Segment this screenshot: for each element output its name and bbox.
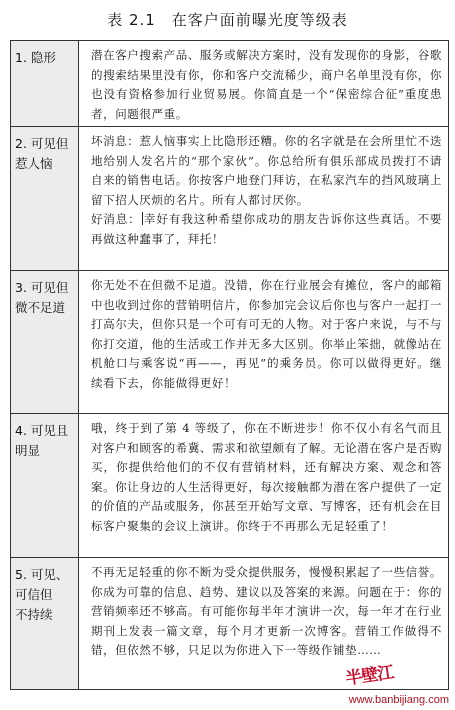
table-row bbox=[11, 413, 448, 557]
level-label-line: 5. 可见、 bbox=[15, 567, 69, 582]
level-label bbox=[11, 271, 79, 413]
level-description bbox=[79, 127, 448, 270]
level-label-line: 2. 可见但 bbox=[15, 136, 69, 151]
level-label bbox=[11, 41, 79, 126]
level-label bbox=[11, 127, 79, 270]
level-label-line: 惹人恼 bbox=[15, 156, 53, 171]
level-label-line: 4. 可见且 bbox=[15, 423, 69, 438]
level-label-line: 明显 bbox=[15, 443, 41, 458]
level-description bbox=[79, 414, 448, 557]
description-paragraph: 潜在客户搜索产品、服务或解决方案时，没有发现你的身影，谷歌的搜索结果里没有你，你和客户交流稀少，商户名单里没有你，你也没有资格参加行业贸易展。你简直是一个“保密综合征”重度患者，问题很严重。 bbox=[91, 48, 442, 121]
watermark-url: www.banbijiang.com bbox=[348, 694, 449, 706]
description-paragraph: 不再无足轻重的你不断为受众提供服务，慢慢积累起了一些信誉。你成为可靠的信息、趋势、建议以及答案的来源。问题在于：你的营销频率还不够高。有可能你每半年才演讲一次，每一年才在行业期刊上发表一篇文章，每个月才更新一次博客。营销工作做得不错，但依然不够，只足以为你进入下一等级作铺垫…… bbox=[91, 565, 442, 658]
level-label-line: 1. 隐形 bbox=[15, 50, 56, 65]
table-row bbox=[11, 41, 448, 126]
description-paragraph: 坏消息：惹人恼事实上比隐形还糟。你的名字就是在会所里忙不迭地给别人发名片的“那个家伙”。你总给所有俱乐部成员拨打不请自来的销售电话。你按客户地登门拜访，在私家汽车的挡风玻璃上留下招人厌烦的名片。所有人都讨厌你。 bbox=[91, 134, 442, 207]
level-label-line: 微不足道 bbox=[15, 300, 66, 315]
level-description bbox=[79, 271, 448, 413]
level-description bbox=[79, 41, 448, 126]
watermark-logo: 半壁江 bbox=[344, 662, 395, 690]
table-title: 在客户面前曝光度等级表 bbox=[171, 11, 348, 29]
text-cursor bbox=[142, 212, 143, 225]
exposure-level-table bbox=[10, 40, 449, 690]
level-label bbox=[11, 558, 79, 689]
good-news-label: 好消息： bbox=[91, 212, 141, 227]
good-news-paragraph bbox=[91, 210, 442, 249]
table-row bbox=[11, 270, 448, 413]
page-title bbox=[0, 6, 455, 34]
level-label-line: 可信但 bbox=[15, 587, 53, 602]
table-row bbox=[11, 126, 448, 270]
level-label-line: 3. 可见但 bbox=[15, 280, 69, 295]
good-news-text: 幸好有我这种希望你成功的朋友告诉你这些真话。不要再做这种蠢事了，拜托！ bbox=[91, 212, 442, 246]
table-number: 表 2.1 bbox=[107, 11, 156, 29]
level-label-line: 不持续 bbox=[15, 607, 53, 622]
description-paragraph: 哦，终于到了第 4 等级了，你在不断进步！你不仅小有名气而且对客户和顾客的希冀、需求和欲望颇有了解。无论潜在客户是否购买，你提供给他们的不仅有营销材料，还有解决方案、观念和答案。你让身边的人生活得更好，每次接触都为潜在客户提供了一定的价值的产品或服务，你甚至开始写文章、写博客，还有机会在目标客户聚集的会议上演讲。你终于不再那么无足轻重了！ bbox=[91, 421, 442, 533]
description-paragraph: 你无处不在但微不足道。没错，你在行业展会有摊位，客户的邮箱中也收到过你的营销明信片，你参加完会议后你也与客户一起打一打高尔夫，但你只是一个可有可无的人物。对于客户来说，与不与你打交道，他的生活或工作并无多大区别。你举止笨拙，就像站在机舱口与乘客说“再——，再见”的乘务员。你可以做得更好。继续看下去，你能做得更好！ bbox=[91, 278, 442, 390]
level-label bbox=[11, 414, 79, 557]
